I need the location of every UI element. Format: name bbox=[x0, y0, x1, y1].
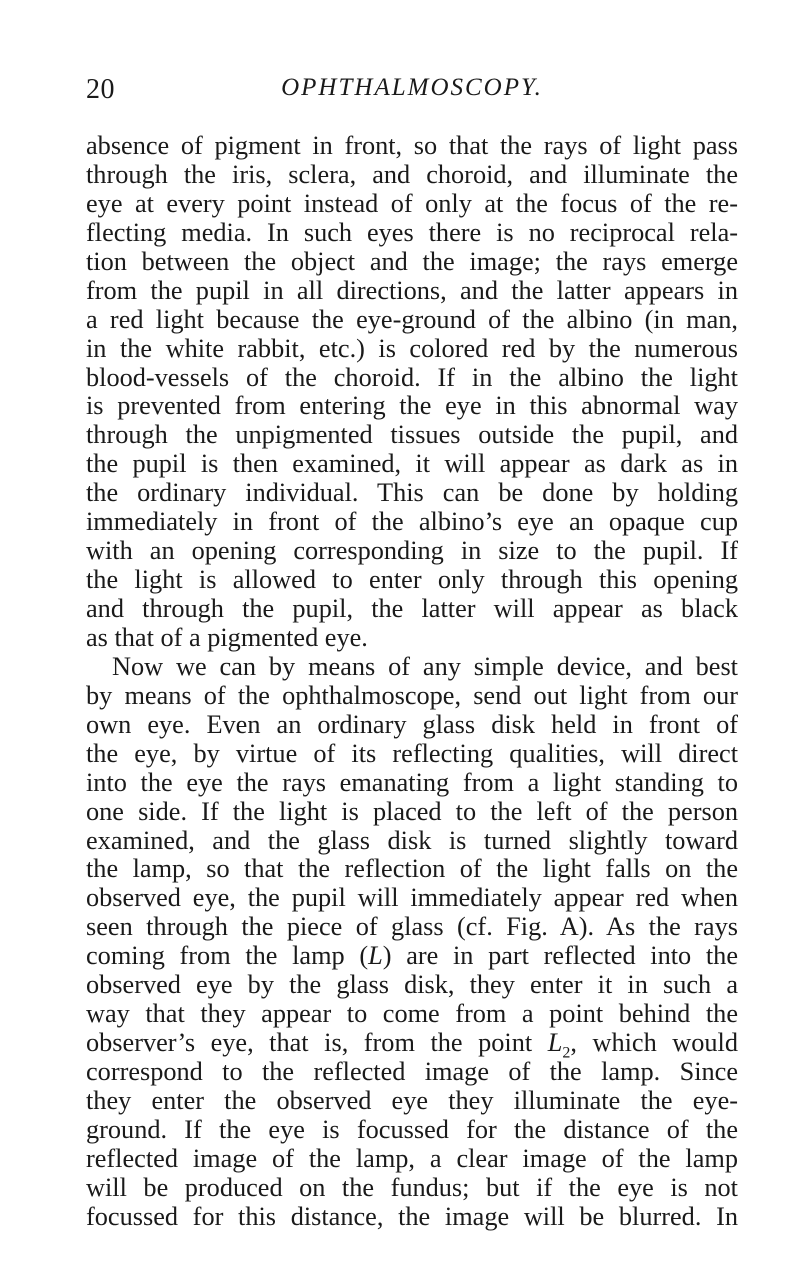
text-line: observed eye by the glass disk, they enter it in such a bbox=[86, 970, 738, 1000]
text-line: from the pupil in all directions, and the latter appears in bbox=[86, 275, 738, 305]
page-number: 20 bbox=[86, 74, 115, 105]
text-line bbox=[86, 942, 738, 971]
text-line: tion between the object and the image; the rays emerge bbox=[86, 246, 738, 276]
text-fragment: coming from the lamp ( bbox=[86, 941, 369, 971]
text-line: will be produced on the fundus; but if the eye is not bbox=[86, 1172, 738, 1202]
text-line: the pupil is then examined, it will appear as dark as in bbox=[86, 449, 738, 479]
text-line: reflected image of the lamp, a clear image of the lamp bbox=[86, 1143, 738, 1173]
text-line: through the iris, sclera, and choroid, and illuminate the bbox=[86, 159, 738, 189]
text-line: eye at every point instead of only at the focus of the re- bbox=[86, 188, 738, 218]
text-line: and through the pupil, the latter will appear as black bbox=[86, 594, 738, 623]
text-line: by means of the ophthalmoscope, send out light from our bbox=[86, 680, 738, 710]
running-head: OPHTHALMOSCOPY. bbox=[281, 74, 543, 101]
text-line bbox=[86, 1028, 738, 1062]
text-fragment: observer’s eye, that is, from the point bbox=[86, 1028, 548, 1058]
text-line: the ordinary individual. This can be done by holding bbox=[86, 478, 738, 508]
text-line: immediately in front of the albino’s eye an opaque cup bbox=[86, 507, 738, 537]
text-line: in the white rabbit, etc.) is colored red by the numerous bbox=[86, 333, 738, 363]
text-line: own eye. Even an ordinary glass disk held in front of bbox=[86, 709, 738, 739]
body-text bbox=[86, 132, 738, 1232]
text-line: into the eye the rays emanating from a light standing to bbox=[86, 767, 738, 797]
text-line: the light is allowed to enter only through this opening bbox=[86, 565, 738, 595]
page-header bbox=[86, 74, 738, 114]
text-fragment: ) are in part reflected into the bbox=[382, 941, 738, 971]
text-line: examined, and the glass disk is turned slightly toward bbox=[86, 825, 738, 855]
text-line: blood-vessels of the choroid. If in the albino the light bbox=[86, 362, 738, 392]
text-line: absence of pigment in front, so that the rays of light pass bbox=[86, 131, 738, 160]
text-line: seen through the piece of glass (cf. Fig. A). As the rays bbox=[86, 912, 738, 942]
text-line: through the unpigmented tissues outside the pupil, and bbox=[86, 420, 738, 450]
text-line: flecting media. In such eyes there is no reciprocal rela- bbox=[86, 217, 738, 247]
text-line: ground. If the eye is focussed for the distance of the bbox=[86, 1114, 738, 1144]
text-line: is prevented from entering the eye in this abnormal way bbox=[86, 391, 738, 421]
text-fragment: , which would bbox=[570, 1028, 738, 1058]
lamp-symbol: L bbox=[368, 941, 383, 971]
text-line: observed eye, the pupil will immediately appear red when bbox=[86, 883, 738, 913]
text-line: the lamp, so that the reflection of the light falls on the bbox=[86, 854, 738, 884]
text-line: a red light because the eye-ground of the albino (in man, bbox=[86, 304, 738, 334]
text-line: the eye, by virtue of its reflecting qualities, will direct bbox=[86, 738, 738, 768]
text-line: correspond to the reflected image of the lamp. Since bbox=[86, 1057, 738, 1086]
text-line: focussed for this distance, the image will be blurred. In bbox=[86, 1201, 738, 1231]
point-symbol: L bbox=[547, 1028, 563, 1058]
text-line: they enter the observed eye they illuminate the eye- bbox=[86, 1085, 738, 1115]
text-line: Now we can by means of any simple device, and best bbox=[112, 651, 738, 681]
point-subscript: 2 bbox=[562, 1044, 571, 1062]
text-line: one side. If the light is placed to the left of the person bbox=[86, 796, 738, 826]
text-line: way that they appear to come from a point behind the bbox=[86, 999, 738, 1029]
text-line: as that of a pigmented eye. bbox=[86, 622, 368, 652]
text-line: with an opening corresponding in size to the pupil. If bbox=[86, 536, 738, 566]
